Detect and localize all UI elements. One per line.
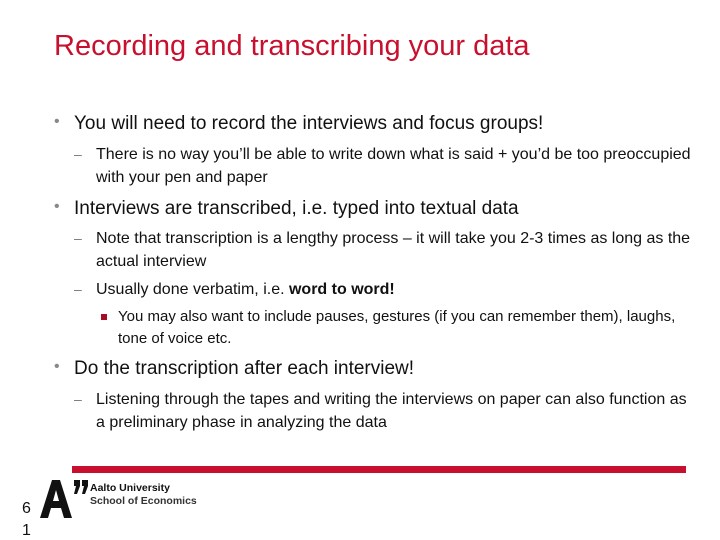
- sub-bullet-1-1-text: There is no way you’ll be able to write down what is said + you’d be too preoccupied with your pen and paper: [96, 146, 691, 186]
- aalto-logo-icon: [36, 476, 90, 520]
- sub-bullet-3-1: [74, 388, 696, 434]
- sub-bullet-2-2-bold: word to word!: [288, 281, 395, 298]
- sub-bullet-2-1: [74, 227, 696, 273]
- bullet-3-text: Do the transcription after each interview!: [74, 358, 415, 379]
- slide-title: Recording and transcribing your data: [54, 30, 530, 62]
- page-number-part2: 1: [22, 522, 31, 539]
- logo-text-university: Aalto University: [90, 482, 170, 494]
- page-number-part1: 6: [22, 500, 31, 517]
- bullet-dot-icon: •: [54, 198, 60, 215]
- dash-icon: –: [74, 391, 82, 407]
- dash-icon: –: [74, 281, 82, 297]
- bullet-1: [54, 113, 544, 135]
- sub-sub-bullet-2-2-1: [118, 306, 678, 350]
- sub-bullet-3-1-text: Listening through the tapes and writing the interviews on paper can also function as a preliminary phase in analyzing the data: [96, 391, 687, 431]
- dash-icon: –: [74, 146, 82, 162]
- dash-icon: –: [74, 230, 82, 246]
- square-bullet-icon: [101, 314, 107, 320]
- bullet-2: [54, 198, 519, 220]
- sub-bullet-2-2-prefix: Usually done verbatim, i.e.: [96, 281, 289, 298]
- sub-bullet-2-2: [74, 278, 696, 301]
- sub-bullet-1-1: [74, 143, 696, 189]
- sub-bullet-2-1-text: Note that transcription is a lengthy process – it will take you 2-3 times as long as the actual interview: [96, 230, 691, 270]
- footer-red-rule: [72, 466, 686, 473]
- bullet-dot-icon: •: [54, 358, 60, 375]
- bullet-2-text: Interviews are transcribed, i.e. typed into textual data: [74, 198, 519, 219]
- bullet-3: [54, 358, 415, 380]
- logo-text-school: School of Economics: [90, 495, 197, 507]
- bullet-dot-icon: •: [54, 113, 60, 130]
- bullet-1-text: You will need to record the interviews and focus groups!: [74, 113, 544, 134]
- sub-sub-bullet-2-2-1-text: You may also want to include pauses, gestures (if you can remember them), laughs, tone of voice etc.: [118, 308, 676, 347]
